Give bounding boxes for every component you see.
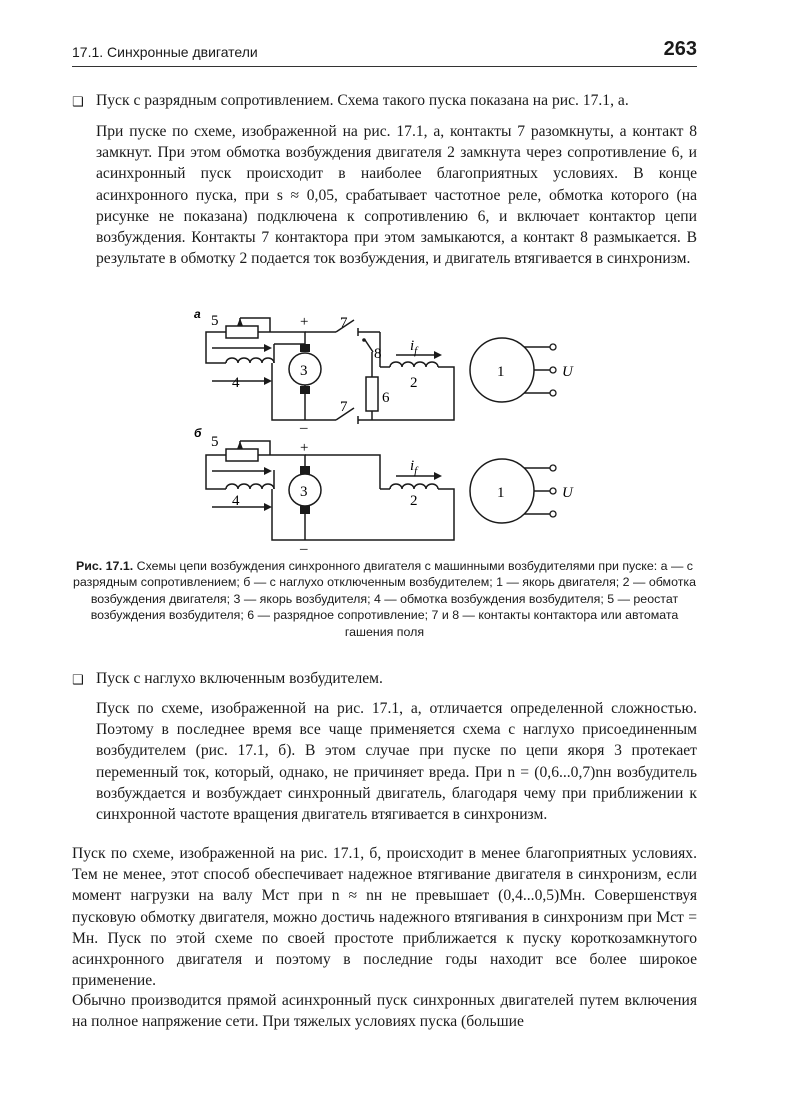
label-if-a: $i_f$: [410, 338, 418, 357]
label-5-a: 5: [211, 313, 219, 329]
label-b: б: [194, 426, 202, 440]
label-u-b: U: [562, 485, 573, 501]
paragraph-scheme-b: Пуск по схеме, изображенной на рис. 17.1, б, происходит в менее благоприятных условиях. Тем не менее, этот способ обеспечивает надежное втягивание двигателя в синхронизм, если момент нагрузки на валу Мст при n ≈ nн не превышает (0,4...0,5)Мн. Совершенствуя пусковую обмотку двигателя, можно достичь надежного втягивания в синхронизм при Мст = Мн. Пуск по этой схеме по своей простоте приближается к пуску короткозамкнутого асинхронного двигателя и поэтому в последние годы находит все более широкое применение.: [72, 845, 697, 990]
label-8-a: 8: [374, 346, 382, 362]
label-if-b: $i_f$: [410, 458, 418, 477]
label-plus-b: +: [300, 440, 309, 456]
paragraph-direct-start: Обычно производится прямой асинхронный пуск синхронных двигателей путем включения на полное напряжение сети. При тяжелых условиях пуска (большие: [72, 992, 697, 1031]
label-4-b: 4: [232, 493, 240, 509]
paragraph-discharge-start: При пуске по схеме, изображенной на рис. 17.1, а, контакты 7 разомкнуты, а контакт 8 замкнут. При этом обмотка возбуждения двигателя 2 замкнута через сопротивление 6, и асинхронный пуск происходит в наиболее благоприятных условиях. В конце асинхронного пуска, при s ≈ 0,05, срабатывает частотное реле, обмотка которого (на рисунке не показана) подключена к сопротивлению 6, и включает контактор цепи возбуждения. Контакты 7 контактора при этом замыкаются, а контакт 8 размыкается. В результате в обмотку 2 подается ток возбуждения, и двигатель втягивается в синхронизм.: [96, 123, 697, 268]
label-plus-a: +: [300, 314, 309, 330]
label-7-top-a: 7: [340, 315, 348, 331]
caption-text: Схемы цепи возбуждения синхронного двигателя с машинными возбудителями при пуске: а — с разрядным сопротивлением; б — с наглухо отключенным возбудителем; 1 — якорь двигателя; 2 — обмотка возбуждения двигателя; 3 — якорь возбудителя; 4 — обмотка возбуждения возбудителя; 5 — реостат возбуждения возбудителя; 6 — разрядное сопротивление; 7 и 8 — контакты контактора или автомата гашения поля: [73, 559, 696, 639]
label-u-a: U: [562, 364, 573, 380]
bullet-icon: ❑: [72, 673, 84, 688]
label-minus-a: –: [300, 420, 308, 436]
label-4-a: 4: [232, 375, 240, 391]
label-2-b: 2: [410, 493, 418, 509]
label-7-bottom-a: 7: [340, 399, 348, 415]
label-1-b: 1: [497, 485, 505, 501]
paragraph-exciter-connected: Пуск по схеме, изображенной на рис. 17.1, а, отличается определенной сложностью. Поэтому в последнее время все чаще применяется схема с наглухо присоединенным возбудителем (рис. 17.1, б). В этом случае при пуске по цепи якоря 3 протекает переменный ток, который, однако, не причиняет вреда. При n = (0,6...0,7)nн возбудитель возбуждается и возбуждает синхронный двигатель, благодаря чему при приближении к синхронной частоте вращения двигатель втягивается в синхронизм.: [96, 700, 697, 824]
label-3-a: 3: [300, 363, 308, 379]
running-title: 17.1. Синхронные двигатели: [72, 44, 258, 60]
label-1-a: 1: [497, 364, 505, 380]
page-number: 263: [663, 38, 697, 60]
label-a: а: [194, 307, 201, 321]
label-3-b: 3: [300, 484, 308, 500]
label-2-a: 2: [410, 375, 418, 391]
figure-caption: [72, 558, 697, 640]
label-6-a: 6: [382, 390, 390, 406]
bullet-icon: ❑: [72, 95, 84, 110]
label-minus-b: –: [300, 541, 308, 557]
section-title-exciter-connected: Пуск с наглухо включенным возбудителем.: [96, 670, 383, 687]
label-5-b: 5: [211, 434, 219, 450]
section-title-discharge-resistance: Пуск с разрядным сопротивлением. Схема такого пуска показана на рис. 17.1, а.: [96, 92, 629, 109]
caption-prefix: Рис. 17.1.: [76, 559, 134, 573]
